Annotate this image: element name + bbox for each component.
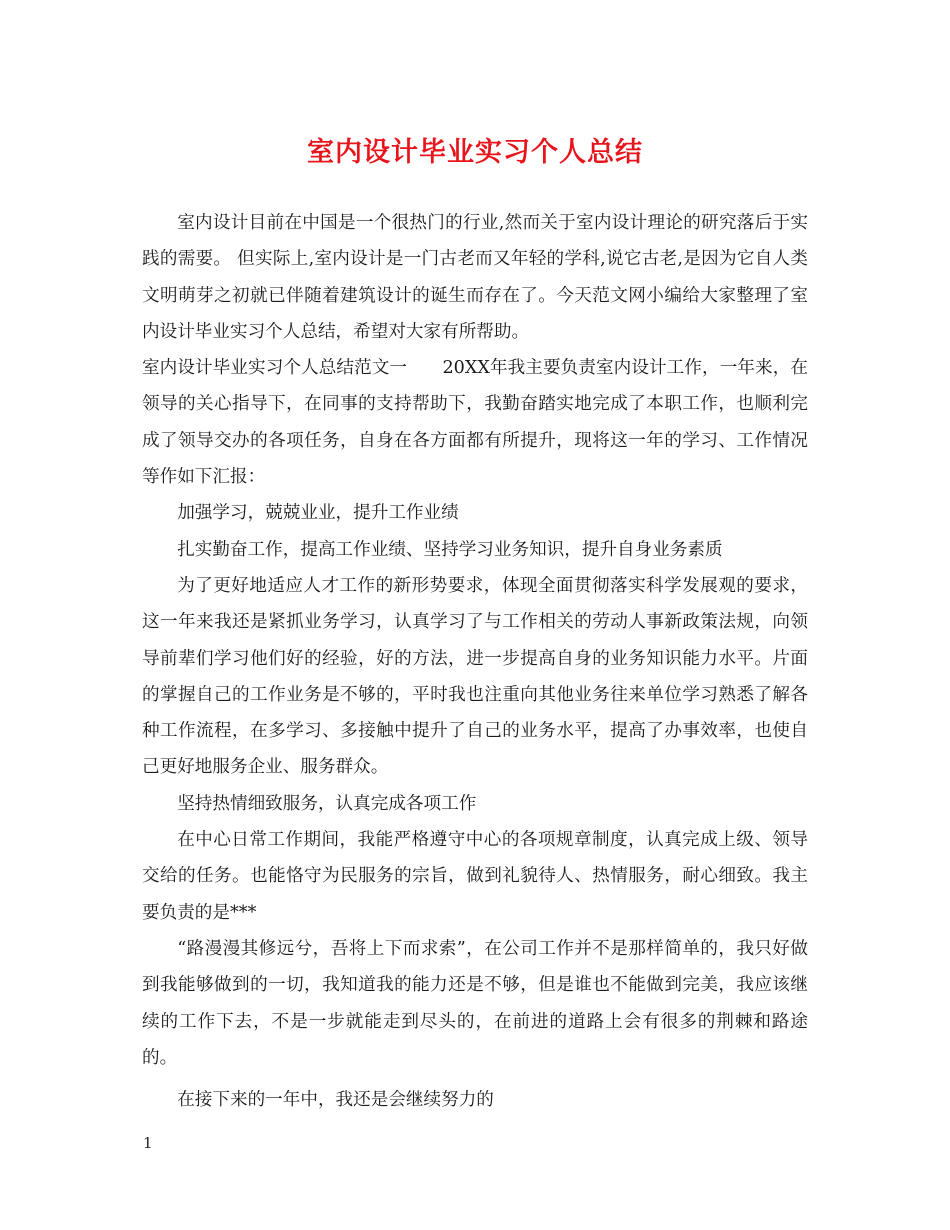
paragraph-heading-work: 扎实勤奋工作，提高工作业绩、坚持学习业务知识，提升自身业务素质 xyxy=(177,539,723,560)
paragraph-intro: 室内设计目前在中国是一个很热门的行业,然而关于室内设计理论的研究落后于实践的需要。 但实际上,室内设计是一门古老而又年轻的学科,说它古老,是因为它自人类文明萌芽之初就已伴随着建筑设计的诞生而存在了。今天范文网小编给大家整理了室内设计毕业实习个人总结，希望对大家有所帮助。 xyxy=(142,213,808,342)
paragraph-quote: “路漫漫其修远兮，吾将上下而求索”，在公司工作并不是那样简单的，我只好做到我能够做到的一切，我知道我的能力还是不够，但是谁也不能做到完美，我应该继续的工作下去，不是一步就能走到尽头的，在前进的道路上会有很多的荆棘和路途的。 xyxy=(142,938,808,1068)
paragraph-service-details: 在中心日常工作期间，我能严格遵守中心的各项规章制度，认真完成上级、领导交给的任务。也能恪守为民服务的宗旨，做到礼貌待人、热情服务，耐心细致。我主要负责的是*** xyxy=(142,830,808,923)
page-number: 1 xyxy=(143,1134,153,1152)
paragraph-closing: 在接下来的一年中，我还是会继续努力的 xyxy=(177,1090,494,1111)
paragraph-study-details: 为了更好地适应人才工作的新形势要求，体现全面贯彻落实科学发展观的要求，这一年来我还是紧抓业务学习，认真学习了与工作相关的劳动人事新政策法规，向领导前辈们学习他们好的经验，好的方法，进一步提高自身的业务知识能力水平。片面的掌握自己的工作业务是不够的，平时我也注重向其他业务往来单位学习熟悉了解各种工作流程，在多学习、多接触中提升了自己的业务水平，提高了办事效率，也使自己更好地服务企业、服务群众。 xyxy=(142,575,808,778)
paragraph-heading-study: 加强学习，兢兢业业，提升工作业绩 xyxy=(177,503,459,524)
document-body xyxy=(142,205,808,1118)
document-title: 室内设计毕业实习个人总结 xyxy=(307,137,643,168)
paragraph-sample-one: 室内设计毕业实习个人总结范文一 20XX年我主要负责室内设计工作，一年来，在领导的关心指导下，在同事的支持帮助下，我勤奋踏实地完成了本职工作，也顺利完成了领导交办的各项任务，自身在各方面都有所提升，现将这一年的学习、工作情况等作如下汇报： xyxy=(142,358,808,488)
paragraph-heading-service: 坚持热情细致服务，认真完成各项工作 xyxy=(177,793,477,814)
